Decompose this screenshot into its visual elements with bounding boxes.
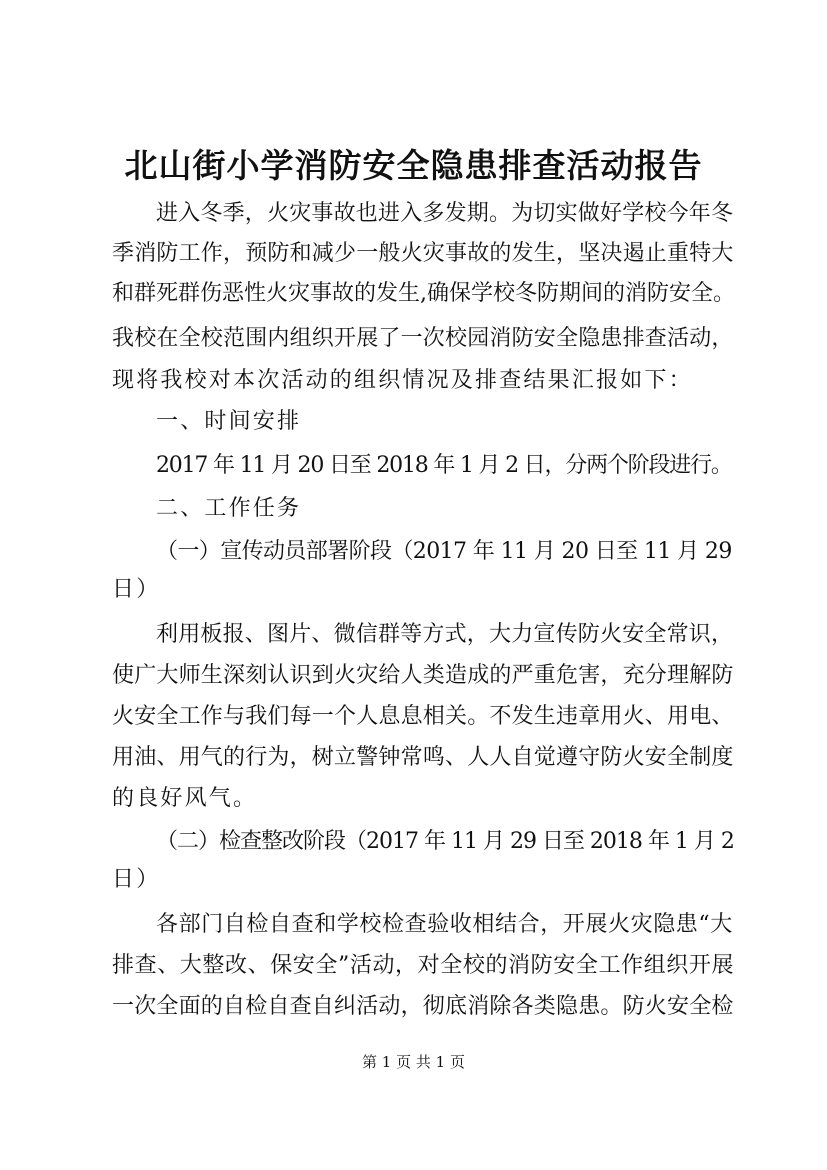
paragraph-line: 2017 年 11 月 20 日至 2018 年 1 月 2 日，分两个阶段进行。 (156, 453, 732, 478)
page-footer: 第 1 页 共 1 页 (362, 1053, 465, 1071)
paragraph-line: 排查、大整改、保安全”活动，对全校的消防安全工作组织开展 (112, 953, 735, 978)
paragraph-line: 火安全工作与我们每一个人息息相关。不发生违章用火、用电、 (112, 704, 734, 729)
paragraph-line: 现将我校对本次活动的组织情况及排查结果汇报如下： (112, 368, 693, 393)
paragraph-line: 利用板报、图片、微信群等方式，大力宣传防火安全常识， (156, 622, 734, 647)
paragraph-line: 的良好风气。 (112, 786, 258, 811)
section-heading: 二、工作任务 (156, 496, 302, 521)
paragraph-line: 我校在全校范围内组织开展了一次校园消防安全隐患排查活动， (112, 326, 734, 351)
paragraph-line: 各部门自检自查和学校检查验收相结合，开展火灾隐患“大 (156, 912, 733, 937)
paragraph-line: 季消防工作，预防和减少一般火灾事故的发生，坚决遏止重特大 (112, 241, 734, 266)
paragraph-line: 进入冬季，火灾事故也进入多发期。为切实做好学校今年冬 (156, 201, 734, 226)
paragraph-line: 一次全面的自检自查自纠活动，彻底消除各类隐患。防火安全检 (112, 994, 734, 1019)
paragraph-line: 使广大师生深刻认识到火灾给人类造成的严重危害，充分理解防 (112, 663, 734, 688)
subsection-heading: （二）检查整改阶段（2017 年 11 月 29 日至 2018 年 1 月 2 (156, 829, 734, 854)
subsection-heading: （一）宣传动员部署阶段（2017 年 11 月 20 日至 11 月 29 (156, 539, 732, 564)
paragraph-line: 和群死群伤恶性火灾事故的发生,确保学校冬防期间的消防安全。 (112, 281, 735, 306)
paragraph-line: 用油、用气的行为，树立警钟常鸣、人人自觉遵守防火安全制度 (112, 745, 734, 770)
subsection-heading-cont: 日） (112, 577, 161, 602)
document-title: 北山街小学消防安全隐患排查活动报告 (124, 146, 703, 185)
subsection-heading-cont: 日） (112, 867, 161, 892)
section-heading: 一、时间安排 (156, 409, 302, 434)
